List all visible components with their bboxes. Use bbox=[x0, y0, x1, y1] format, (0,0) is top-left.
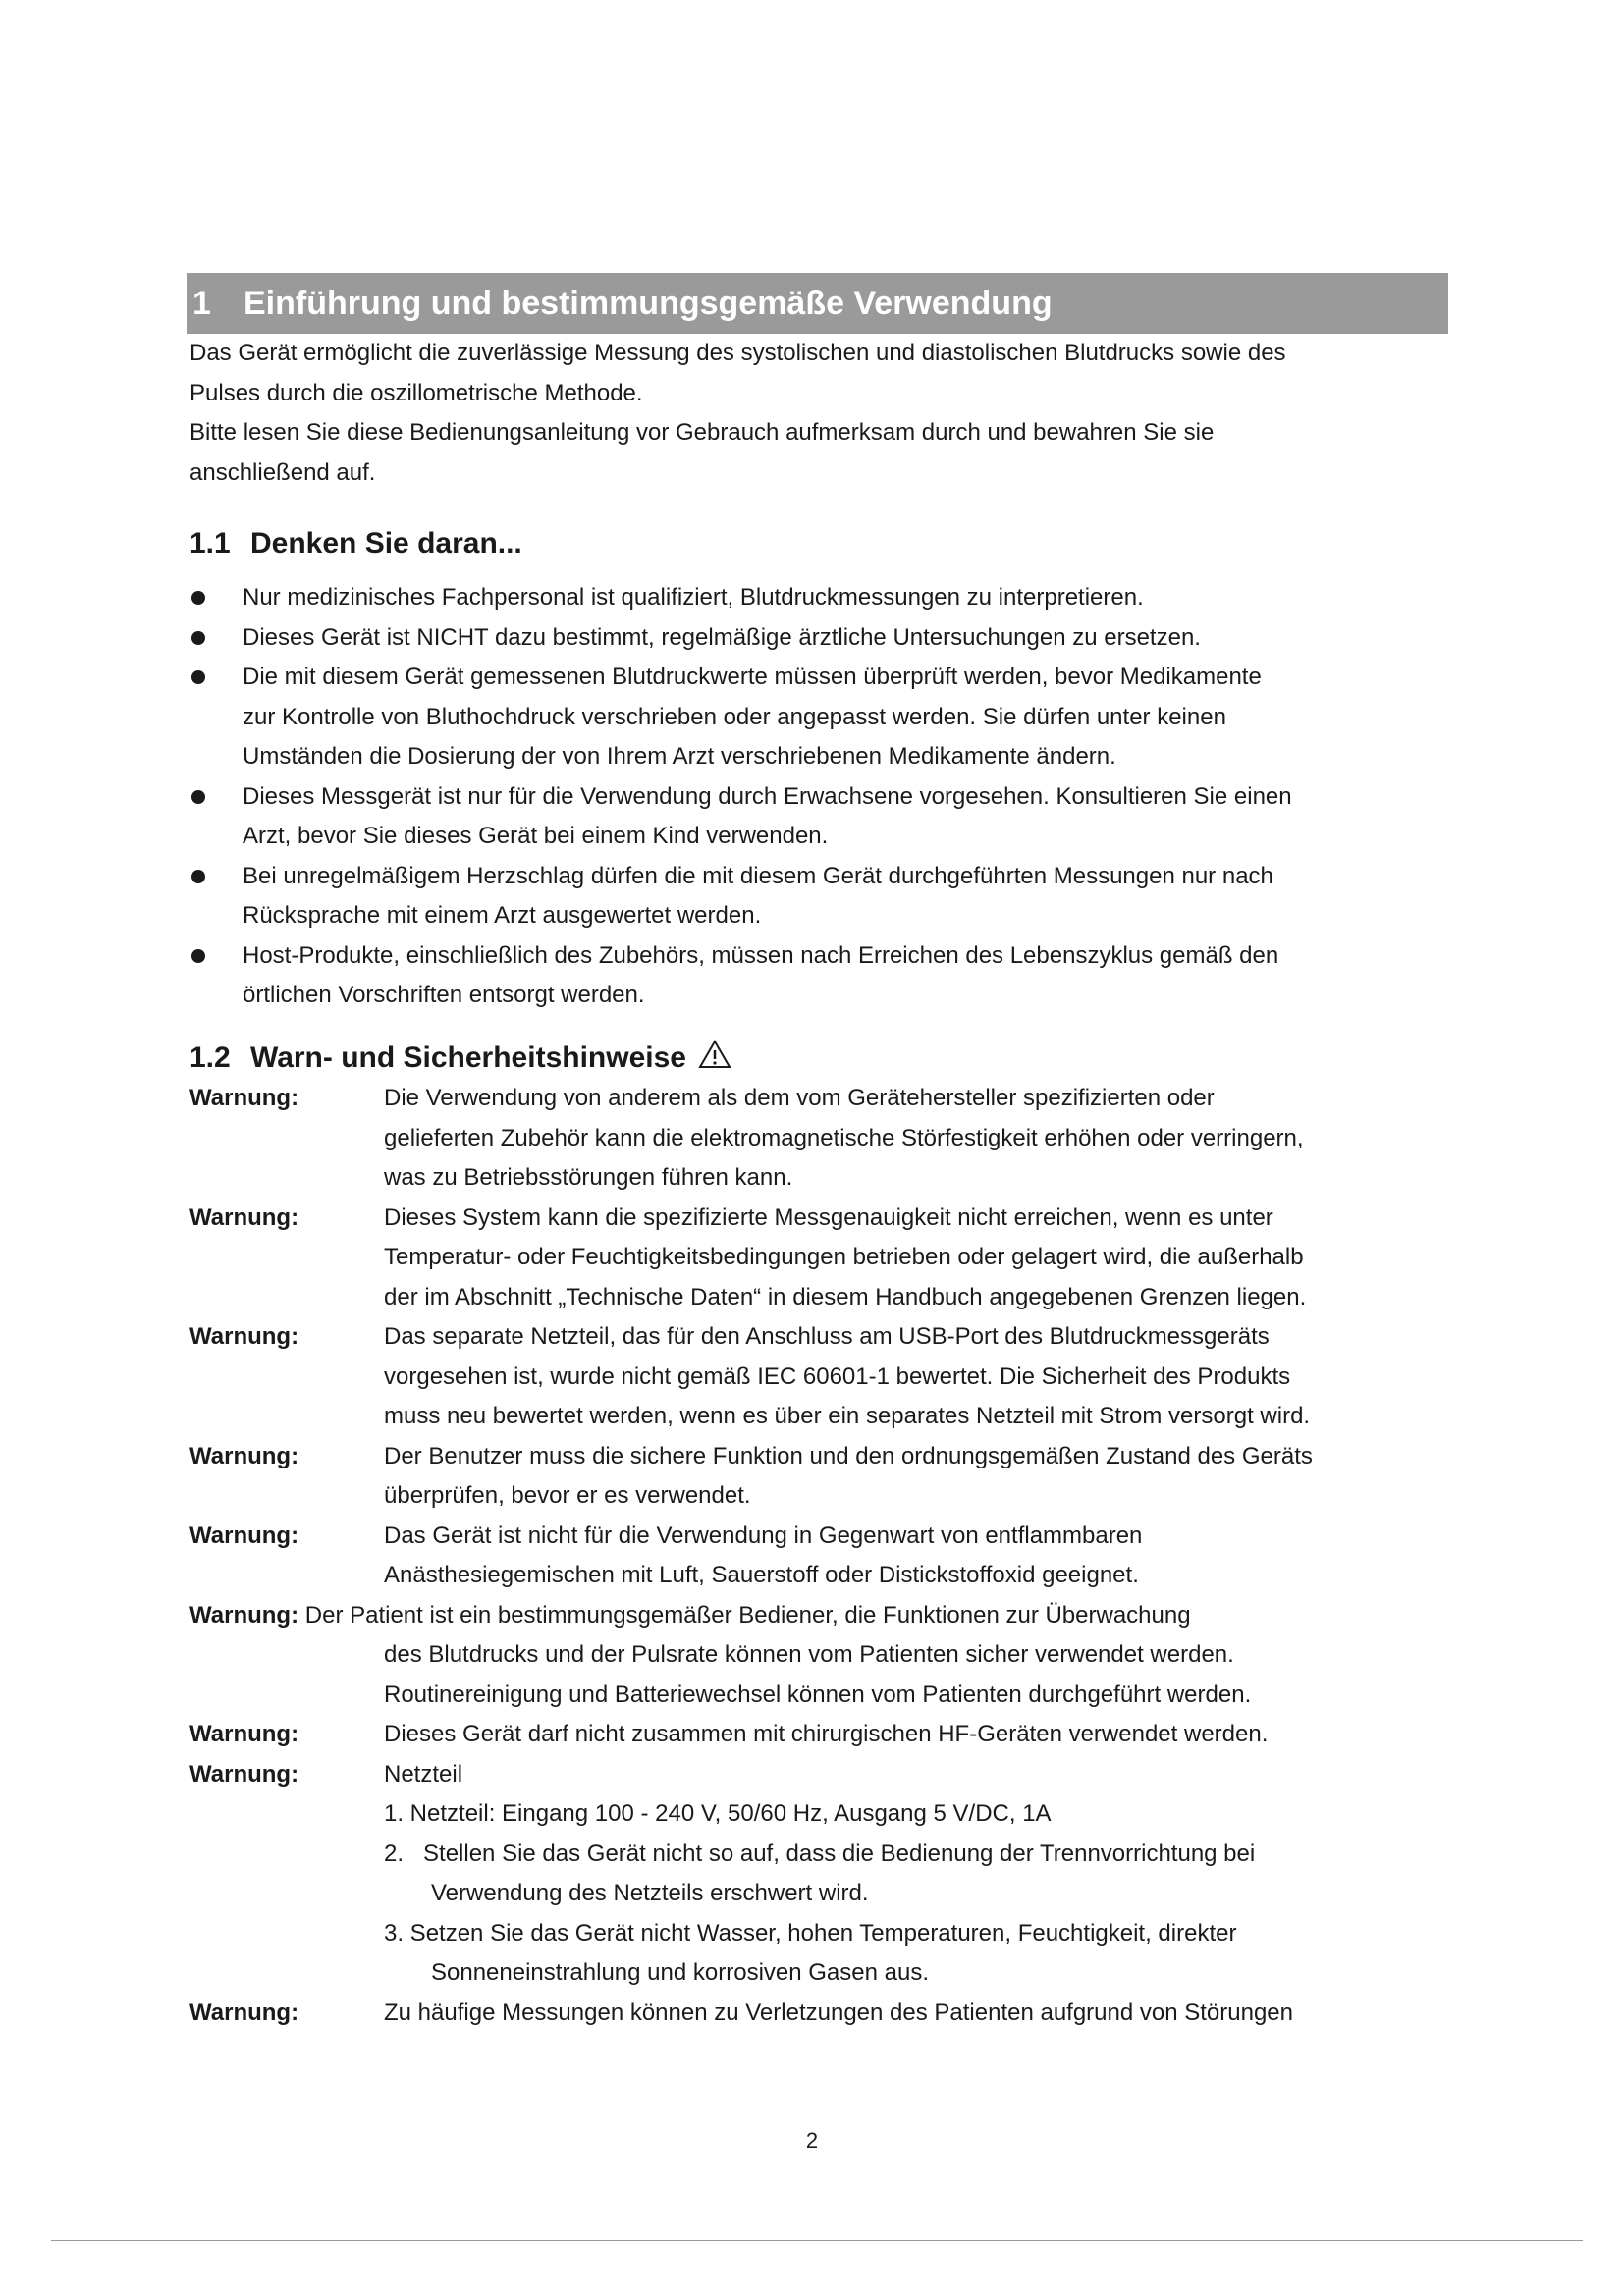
section-1-heading bbox=[187, 273, 1448, 334]
warning-text: Dieses Gerät darf nicht zusammen mit chirurgischen HF-Geräten verwendet werden. bbox=[384, 1721, 1269, 1747]
list-item bbox=[189, 936, 1486, 1016]
list-item bbox=[189, 857, 1486, 936]
warning-label: Warnung: bbox=[189, 1760, 299, 1788]
numbered-item bbox=[384, 1914, 1486, 1994]
bullet-icon bbox=[191, 670, 205, 684]
numbered-item-text: 3. Setzen Sie das Gerät nicht Wasser, hohen Temperaturen, Feuchtigkeit, direkter bbox=[384, 1919, 1237, 1947]
section-1-2-title: Warn- und Sicherheitshinweise bbox=[250, 1041, 686, 1074]
list-item-text: Rücksprache mit einem Arzt ausgewertet werden. bbox=[243, 902, 762, 929]
list-item bbox=[189, 578, 1486, 618]
numbered-item-text: 1. Netzteil: Eingang 100 - 240 V, 50/60 Hz, Ausgang 5 V/DC, 1A bbox=[384, 1800, 1052, 1827]
warning-text: der im Abschnitt „Technische Daten“ in diesem Handbuch angegebenen Grenzen liegen. bbox=[384, 1283, 1307, 1310]
warnings-list bbox=[189, 1079, 1486, 2033]
warning-item bbox=[189, 1199, 1486, 1318]
warning-text: Das separate Netzteil, das für den Anschluss am USB-Port des Blutdruckmessgeräts bbox=[384, 1323, 1270, 1350]
warning-item bbox=[189, 1437, 1486, 1517]
list-item-text: Host-Produkte, einschließlich des Zubehörs, müssen nach Erreichen des Lebenszyklus gemäß den bbox=[243, 941, 1279, 969]
list-item-text: örtlichen Vorschriften entsorgt werden. bbox=[243, 982, 645, 1008]
warning-label: Warnung: bbox=[189, 1442, 299, 1469]
bullet-icon bbox=[191, 949, 205, 963]
list-item bbox=[189, 777, 1486, 857]
warning-text: des Blutdrucks und der Pulsrate können vom Patienten sicher verwendet werden. bbox=[384, 1641, 1234, 1668]
bullet-icon bbox=[191, 870, 205, 883]
warning-label: Warnung: bbox=[189, 1601, 299, 1629]
warning-triangle-icon bbox=[698, 1040, 731, 1080]
warning-text: was zu Betriebsstörungen führen kann. bbox=[384, 1164, 793, 1191]
warning-item bbox=[189, 1755, 1486, 1994]
list-item-text: Nur medizinisches Fachpersonal ist qualifiziert, Blutdruckmessungen zu interpretieren. bbox=[243, 584, 1144, 611]
warning-text: Routinereinigung und Batteriewechsel können vom Patienten durchgeführt werden. bbox=[384, 1681, 1252, 1708]
warning-text: Der Benutzer muss die sichere Funktion und den ordnungsgemäßen Zustand des Geräts bbox=[384, 1442, 1313, 1469]
warning-text: Die Verwendung von anderem als dem vom Gerätehersteller spezifizierten oder bbox=[384, 1085, 1215, 1111]
list-item-text: zur Kontrolle von Bluthochdruck verschrieben oder angepasst werden. Sie dürfen unter keinen bbox=[243, 703, 1226, 730]
list-item-text: Arzt, bevor Sie dieses Gerät bei einem Kind verwenden. bbox=[243, 823, 829, 849]
section-1-1-heading bbox=[189, 524, 522, 563]
intro-line: Das Gerät ermöglicht die zuverlässige Messung des systolischen und diastolischen Blutdrucks sowie des bbox=[189, 340, 1286, 366]
warning-text: Zu häufige Messungen können zu Verletzungen des Patienten aufgrund von Störungen bbox=[384, 1999, 1294, 2026]
footer-divider bbox=[51, 2240, 1583, 2241]
intro-line: anschließend auf. bbox=[189, 458, 376, 486]
bullet-icon bbox=[191, 631, 205, 645]
section-1-1-title: Denken Sie daran... bbox=[250, 527, 522, 560]
reminder-list bbox=[189, 578, 1486, 1016]
intro-line: Bitte lesen Sie diese Bedienungsanleitung vor Gebrauch aufmerksam durch und bewahren Sie sie bbox=[189, 419, 1215, 446]
list-item-text: Dieses Gerät ist NICHT dazu bestimmt, regelmäßige ärztliche Untersuchungen zu ersetzen. bbox=[243, 623, 1201, 651]
warning-text: vorgesehen ist, wurde nicht gemäß IEC 60601-1 bewertet. Die Sicherheit des Produkts bbox=[384, 1362, 1291, 1390]
warning-text: Das Gerät ist nicht für die Verwendung in Gegenwart von entflammbaren bbox=[384, 1522, 1143, 1549]
list-item-text: Dieses Messgerät ist nur für die Verwendung durch Erwachsene vorgesehen. Konsultieren Sie einen bbox=[243, 782, 1292, 810]
warning-text: Der Patient ist ein bestimmungsgemäßer Bediener, die Funktionen zur Überwachung bbox=[298, 1601, 1191, 1629]
bullet-icon bbox=[191, 591, 205, 605]
warning-item bbox=[189, 1715, 1486, 1755]
list-item bbox=[189, 658, 1486, 777]
list-item-text: Umständen die Dosierung der von Ihrem Arzt verschriebenen Medikamente ändern. bbox=[243, 743, 1116, 770]
warning-label: Warnung: bbox=[189, 1721, 299, 1747]
warning-item bbox=[189, 1517, 1486, 1596]
section-1-number: 1 bbox=[192, 284, 211, 322]
warning-item bbox=[189, 1596, 1486, 1716]
warning-item bbox=[189, 1079, 1486, 1199]
warning-label: Warnung: bbox=[189, 1203, 299, 1231]
section-1-title: Einführung und bestimmungsgemäße Verwendung bbox=[244, 284, 1053, 322]
section-1-2-heading bbox=[189, 1039, 731, 1080]
warning-label: Warnung: bbox=[189, 1999, 299, 2026]
intro-line: Pulses durch die oszillometrische Methode. bbox=[189, 379, 643, 406]
warning-text: Netzteil bbox=[384, 1760, 463, 1788]
numbered-item-text: 2. Stellen Sie das Gerät nicht so auf, dass die Bedienung der Trennvorrichtung bei bbox=[384, 1840, 1256, 1867]
bullet-icon bbox=[191, 790, 205, 804]
list-item-text: Die mit diesem Gerät gemessenen Blutdruckwerte müssen überprüft werden, bevor Medikamente bbox=[243, 664, 1262, 690]
warning-text: muss neu bewertet werden, wenn es über ein separates Netzteil mit Strom versorgt wird. bbox=[384, 1403, 1311, 1429]
warning-text: überprüfen, bevor er es verwendet. bbox=[384, 1482, 751, 1509]
page-number: 2 bbox=[805, 2128, 819, 2153]
numbered-item bbox=[384, 1835, 1486, 1914]
warning-text: Dieses System kann die spezifizierte Messgenauigkeit nicht erreichen, wenn es unter bbox=[384, 1203, 1273, 1231]
warning-text: gelieferten Zubehör kann die elektromagnetische Störfestigkeit erhöhen oder verringern, bbox=[384, 1124, 1304, 1151]
section-1-1-number: 1.1 bbox=[189, 527, 231, 560]
warning-text: Temperatur- oder Feuchtigkeitsbedingungen betrieben oder gelagert wird, die außerhalb bbox=[384, 1244, 1304, 1270]
warning-label: Warnung: bbox=[189, 1323, 299, 1350]
warning-label: Warnung: bbox=[189, 1085, 299, 1111]
warning-item bbox=[189, 1994, 1486, 2034]
warning-text: Anästhesiegemischen mit Luft, Sauerstoff oder Distickstoffoxid geeignet. bbox=[384, 1562, 1139, 1588]
section-1-intro bbox=[189, 334, 1466, 493]
list-item bbox=[189, 618, 1486, 659]
section-1-2-number: 1.2 bbox=[189, 1041, 231, 1074]
numbered-item bbox=[384, 1794, 1486, 1835]
numbered-item-text: Sonneneinstrahlung und korrosiven Gasen aus. bbox=[431, 1959, 929, 1986]
warning-item bbox=[189, 1317, 1486, 1437]
list-item-text: Bei unregelmäßigem Herzschlag dürfen die mit diesem Gerät durchgeführten Messungen nur nach bbox=[243, 862, 1273, 889]
numbered-item-text: Verwendung des Netzteils erschwert wird. bbox=[431, 1880, 869, 1906]
warning-label: Warnung: bbox=[189, 1522, 299, 1549]
